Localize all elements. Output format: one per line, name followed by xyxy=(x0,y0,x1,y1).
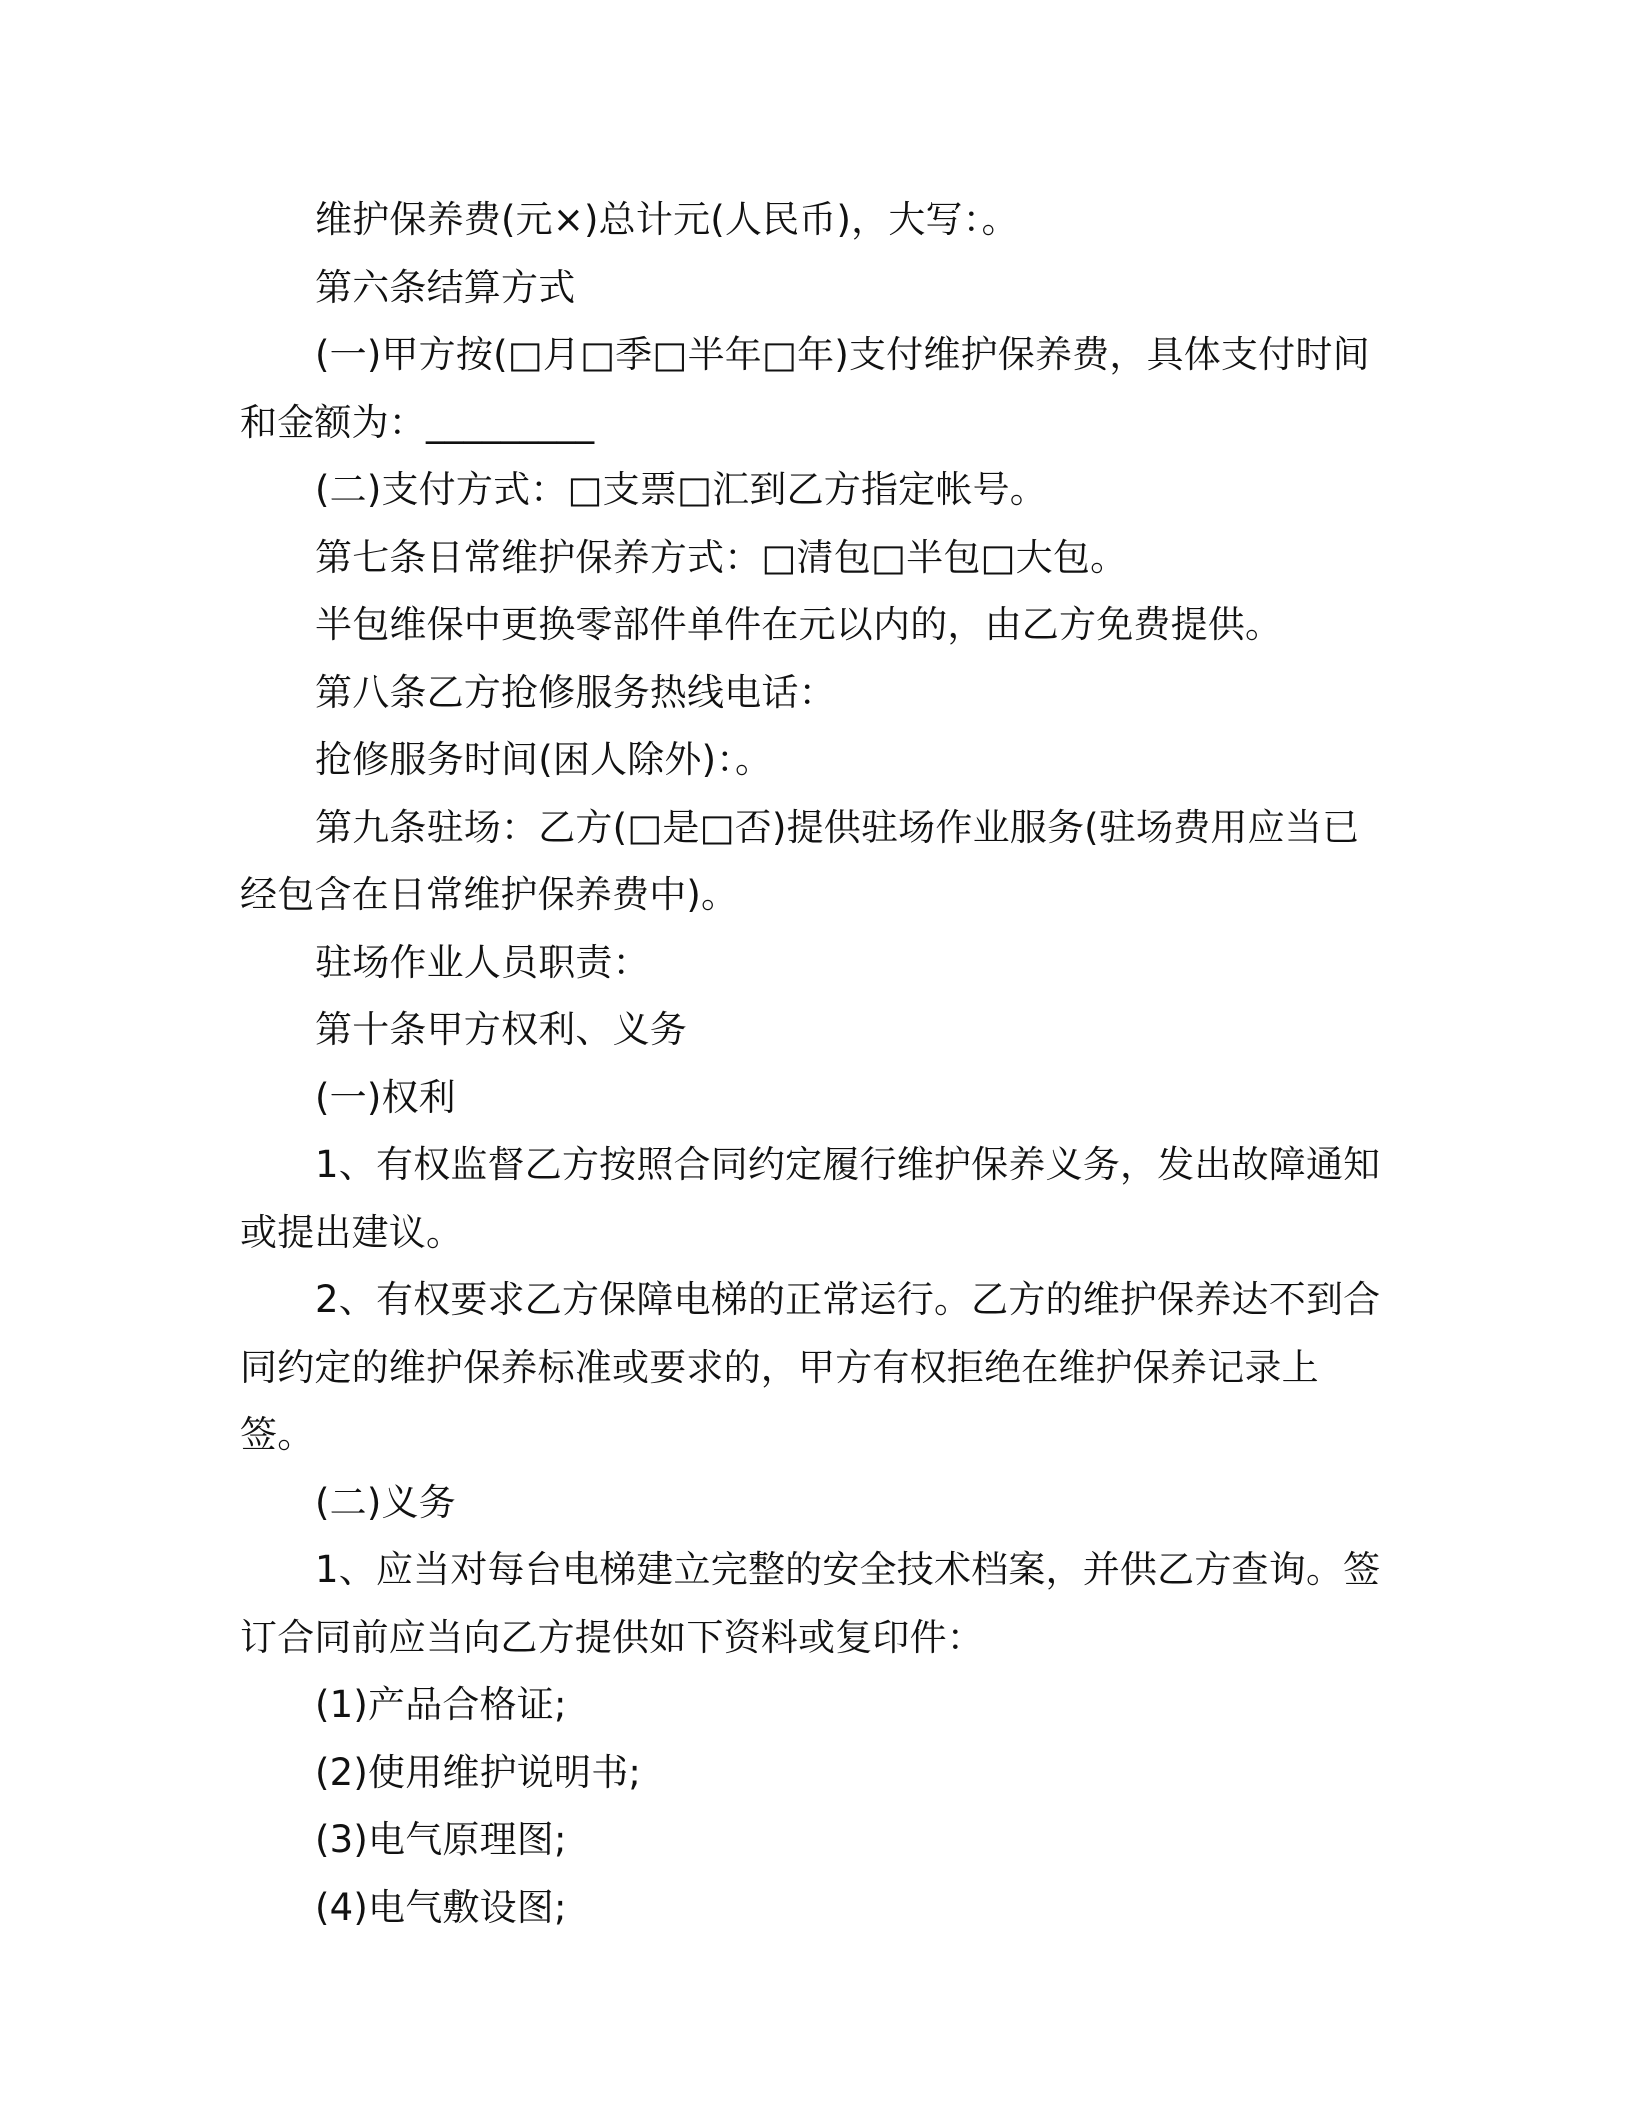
paragraph-maintenance-fee: 维护保养费(元×)总计元(人民币)，大写：。 xyxy=(315,198,1019,241)
list-item-certificate: (1)产品合格证; xyxy=(315,1683,567,1726)
list-item-manual: (2)使用维护说明书; xyxy=(315,1750,642,1794)
heading-article-8-hotline: 第八条乙方抢修服务热线电话： xyxy=(315,670,836,714)
list-item-wiring-layout: (4)电气敷设图; xyxy=(315,1885,567,1929)
heading-rights: (一)权利 xyxy=(315,1075,456,1119)
paragraph-payment-period: (一)甲方按(□月□季□半年□年)支付维护保养费，具体支付时间和金额为：_________ xyxy=(240,333,1370,444)
document-body xyxy=(240,186,1392,1941)
paragraph-half-package-parts: 半包维保中更换零部件单件在元以内的，由乙方免费提供。 xyxy=(315,603,1283,646)
paragraph-right-2: 2、有权要求乙方保障电梯的正常运行。乙方的维护保养达不到合同约定的维护保养标准或要求的，甲方有权拒绝在维护保养记录上签。 xyxy=(240,1278,1381,1456)
paragraph-onsite-staff-duties: 驻场作业人员职责： xyxy=(315,940,650,984)
paragraph-right-1: 1、有权监督乙方按照合同约定履行维护保养义务，发出故障通知或提出建议。 xyxy=(240,1143,1381,1254)
paragraph-payment-method: (二)支付方式：□支票□汇到乙方指定帐号。 xyxy=(315,468,1047,511)
list-item-electrical-schematic: (3)电气原理图; xyxy=(315,1818,567,1861)
heading-article-10-rights-obligations: 第十条甲方权利、义务 xyxy=(315,1008,687,1051)
paragraph-obligation-1: 1、应当对每台电梯建立完整的安全技术档案，并供乙方查询。签订合同前应当向乙方提供如下资料或复印件： xyxy=(240,1548,1381,1659)
heading-obligations: (二)义务 xyxy=(315,1480,456,1524)
heading-article-6-settlement: 第六条结算方式 xyxy=(315,265,576,309)
paragraph-repair-service-time: 抢修服务时间(困人除外)：。 xyxy=(315,738,773,781)
heading-article-7-maintenance-type: 第七条日常维护保养方式：□清包□半包□大包。 xyxy=(315,535,1128,579)
paragraph-article-9-onsite: 第九条驻场：乙方(□是□否)提供驻场作业服务(驻场费用应当已经包含在日常维护保养费中)。 xyxy=(240,805,1360,916)
